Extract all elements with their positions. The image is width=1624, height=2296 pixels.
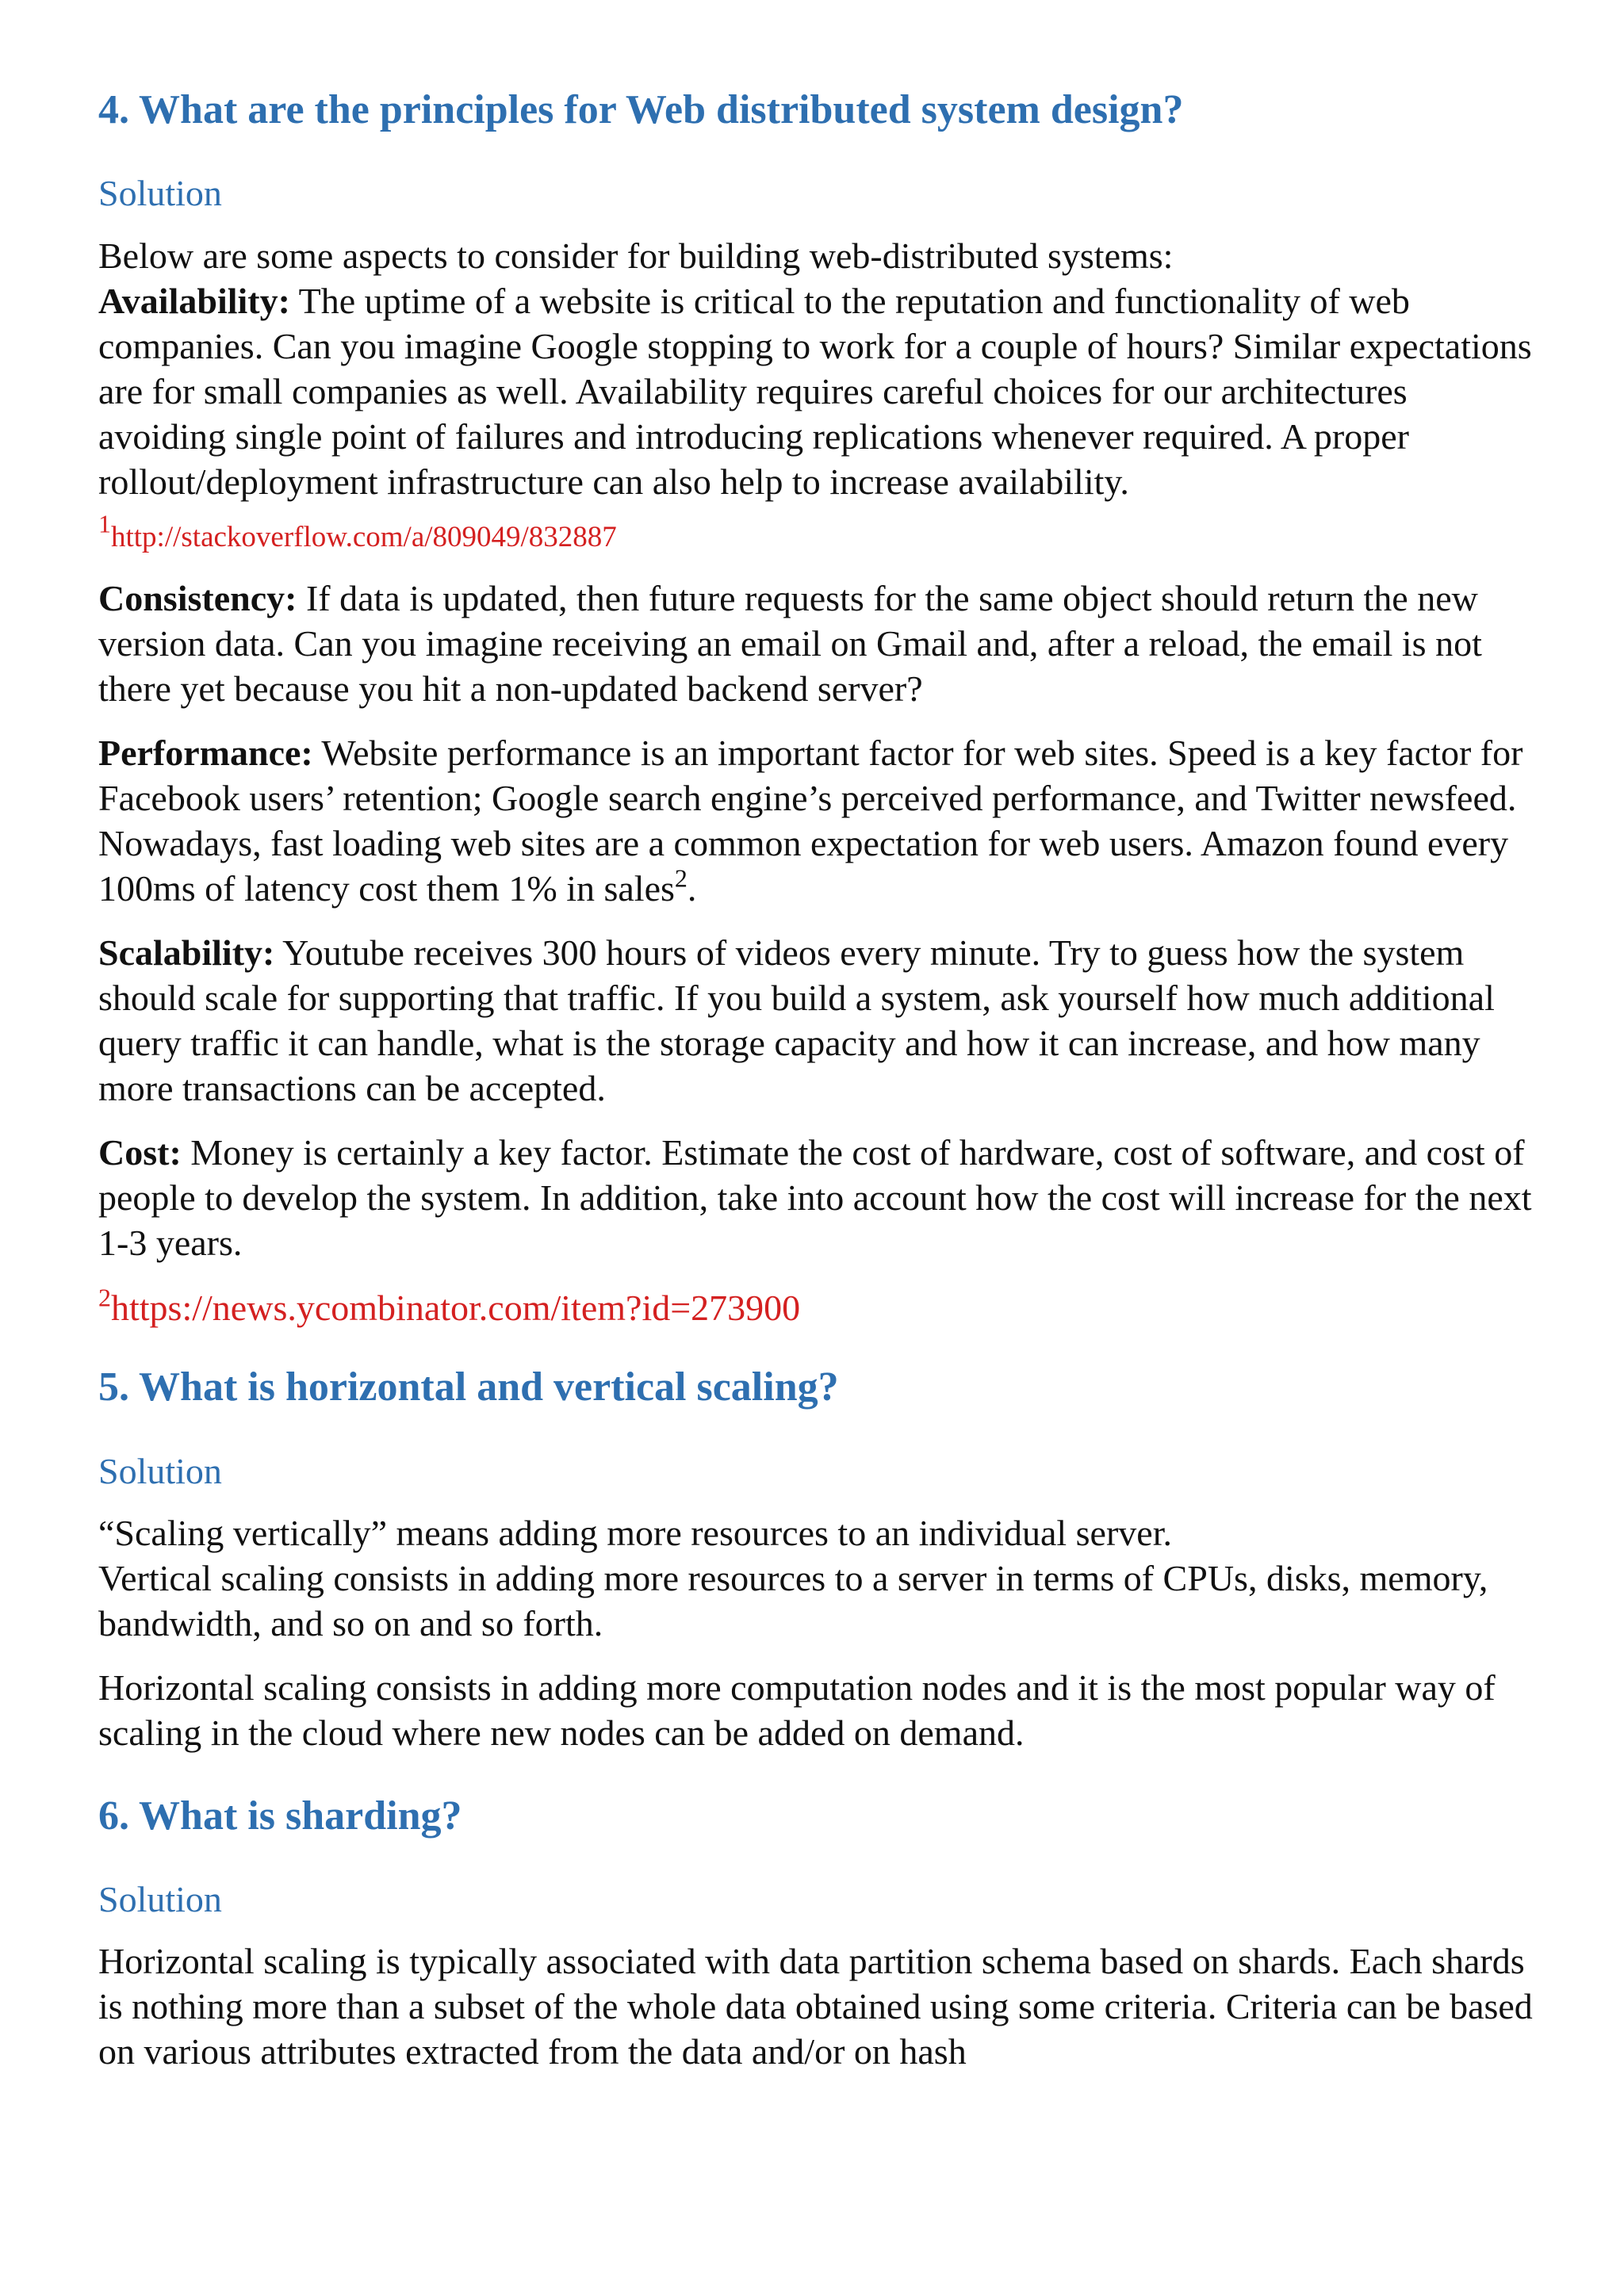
footnote-1-mark: 1	[98, 508, 111, 538]
q5-solution-label: Solution	[98, 1450, 222, 1491]
question-4-heading: 4. What are the principles for Web distributed system design?	[98, 87, 1184, 132]
question-6-heading: 6. What is sharding?	[98, 1793, 462, 1839]
consistency-text: If data is updated, then future requests for the same object should return the new version data. Can you imagine receiving an email on Gmail and, after a reload, the email is not there yet because you hit a non-updated backend server?	[98, 577, 1482, 709]
availability-text: The uptime of a website is critical to the reputation and functionality of web companies. Can you imagine Google stopping to work for a couple of hours? Similar expectations are for small companies as well. Availability requires careful choices for our architectures avoiding single point of failures and introducing replications whenever required. A proper rollout/deployment infrastructure can also help to increase availability.	[98, 280, 1532, 502]
footnote-2-link[interactable]: https://news.ycombinator.com/item?id=273900	[111, 1287, 801, 1328]
scalability-term: Scalability:	[98, 932, 275, 973]
performance-footnote-ref: 2	[674, 863, 688, 893]
q5-line-2: Vertical scaling consists in adding more resources to a server in terms of CPUs, disks, memory, bandwidth, and so on and so forth.	[98, 1557, 1488, 1644]
performance-paragraph	[98, 730, 1537, 911]
performance-term: Performance:	[98, 732, 313, 773]
q4-solution-label: Solution	[98, 173, 222, 214]
q6-solution-label: Solution	[98, 1879, 222, 1920]
performance-end: .	[687, 867, 697, 909]
q6-paragraph-1: Horizontal scaling is typically associated with data partition schema based on shards. Each shards is nothing more than a subset of the whole data obtained using some criteria. Criteria can be based on various attributes extracted from the data and/or on hash	[98, 1941, 1533, 2072]
scalability-paragraph	[98, 930, 1537, 1111]
consistency-term: Consistency:	[98, 577, 297, 618]
footnote-1-link[interactable]: http://stackoverflow.com/a/809049/832887	[111, 520, 617, 553]
scalability-text: Youtube receives 300 hours of videos every minute. Try to guess how the system should scale for supporting that traffic. If you build a system, ask yourself how much additional query traffic it can handle, what is the storage capacity and how it can increase, and how many more transactions can be accepted.	[98, 932, 1495, 1108]
cost-text: Money is certainly a key factor. Estimate the cost of hardware, cost of software, and cost of people to develop the system. In addition, take into account how the cost will increase for the next 1-3 years.	[98, 1131, 1532, 1263]
footnote-2-mark: 2	[98, 1283, 111, 1312]
q5-paragraph-1	[98, 1510, 1537, 1646]
q5-paragraph-2: Horizontal scaling consists in adding more computation nodes and it is the most popular way of scaling in the cloud where new nodes can be added on demand.	[98, 1667, 1496, 1753]
q4-intro	[98, 233, 1537, 504]
question-5-heading: 5. What is horizontal and vertical scaling?	[98, 1364, 839, 1410]
footnote-1	[98, 508, 1537, 555]
availability-term: Availability:	[98, 280, 290, 321]
consistency-paragraph	[98, 576, 1537, 711]
q5-line-1: “Scaling vertically” means adding more resources to an individual server.	[98, 1512, 1172, 1553]
footnote-2	[98, 1283, 1537, 1330]
cost-term: Cost:	[98, 1131, 182, 1173]
q4-intro-text: Below are some aspects to consider for building web-distributed systems:	[98, 235, 1174, 276]
performance-text: Website performance is an important factor for web sites. Speed is a key factor for Facebook users’ retention; Google search engine’s perceived performance, and Twitter newsfeed. Nowadays, fast loading web sites are a common expectation for web users. Amazon found every 100ms of latency cost them 1% in sales	[98, 732, 1523, 909]
cost-paragraph	[98, 1130, 1537, 1265]
